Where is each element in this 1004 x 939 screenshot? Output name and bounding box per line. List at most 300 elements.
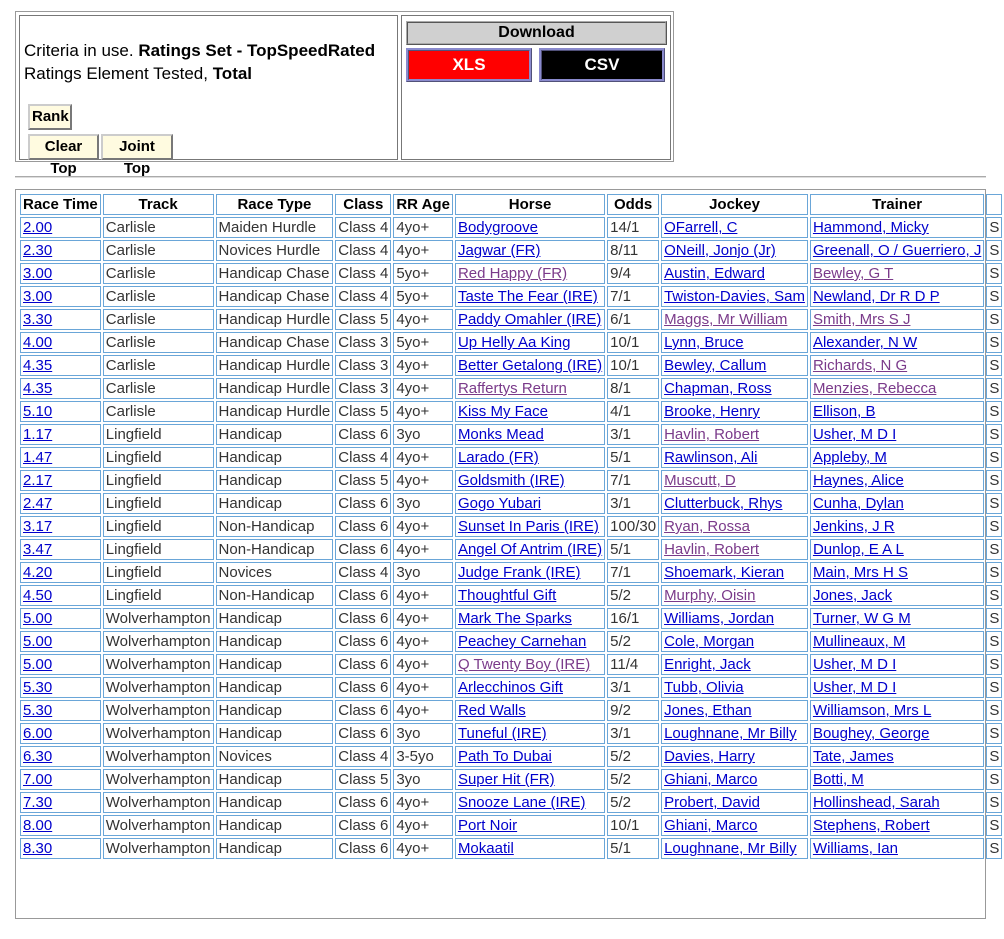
cell-trainer bbox=[810, 539, 984, 560]
table-row bbox=[20, 792, 1002, 813]
trainer-link[interactable]: Alexander, N W bbox=[812, 334, 918, 351]
cell-track: Wolverhampton bbox=[103, 746, 214, 767]
trainer-link[interactable]: Haynes, Alice bbox=[812, 472, 904, 489]
cell-trainer bbox=[810, 217, 984, 238]
race-time-link[interactable]: 2.17 bbox=[23, 472, 53, 489]
cell-track: Wolverhampton bbox=[103, 700, 214, 721]
horse-link[interactable]: Bodygroove bbox=[457, 219, 538, 236]
cell-extra: S bbox=[986, 516, 1002, 537]
race-time-link[interactable]: 4.35 bbox=[23, 357, 53, 374]
table-row bbox=[20, 677, 1002, 698]
cell-track: Carlisle bbox=[103, 355, 214, 376]
cell-trainer bbox=[810, 355, 984, 376]
table-row bbox=[20, 723, 1002, 744]
horse-link[interactable]: Judge Frank (IRE) bbox=[457, 564, 581, 581]
cell-horse bbox=[455, 240, 605, 261]
cell-race-type: Novices bbox=[216, 746, 334, 767]
table-row bbox=[20, 815, 1002, 836]
trainer-link[interactable]: Usher, M D I bbox=[812, 679, 897, 696]
race-time-link[interactable]: 1.47 bbox=[23, 449, 53, 466]
cell-jockey bbox=[661, 378, 808, 399]
jockey-link[interactable]: Clutterbuck, Rhys bbox=[664, 495, 783, 512]
cell-jockey bbox=[661, 838, 808, 859]
trainer-link[interactable]: Turner, W G M bbox=[812, 610, 911, 627]
cell-track: Lingfield bbox=[103, 493, 214, 514]
cell-track: Lingfield bbox=[103, 585, 214, 606]
jockey-link[interactable]: Havlin, Robert bbox=[664, 541, 760, 558]
cell-extra: S bbox=[986, 217, 1002, 238]
cell-track: Wolverhampton bbox=[103, 792, 214, 813]
race-time-link[interactable]: 4.00 bbox=[23, 334, 53, 351]
csv-download-button[interactable]: CSV bbox=[539, 48, 665, 82]
cell-track: Wolverhampton bbox=[103, 815, 214, 836]
trainer-link[interactable]: Hammond, Micky bbox=[812, 219, 929, 236]
jockey-link[interactable]: Jones, Ethan bbox=[664, 702, 752, 719]
cell-jockey bbox=[661, 700, 808, 721]
race-time-link[interactable]: 5.00 bbox=[23, 633, 53, 650]
trainer-link[interactable]: Appleby, M bbox=[812, 449, 887, 466]
cell-jockey bbox=[661, 516, 808, 537]
trainer-link[interactable]: Bewley, G T bbox=[812, 265, 894, 282]
horse-link[interactable]: Taste The Fear (IRE) bbox=[457, 288, 598, 305]
cell-horse bbox=[455, 608, 605, 629]
cell-odds: 5/2 bbox=[607, 631, 659, 652]
horse-link[interactable]: Tuneful (IRE) bbox=[457, 725, 547, 742]
horse-link[interactable]: Peachey Carnehan bbox=[457, 633, 587, 650]
jockey-link[interactable]: Murphy, Oisin bbox=[664, 587, 756, 604]
cell-odds: 9/4 bbox=[607, 263, 659, 284]
cell-horse bbox=[455, 769, 605, 790]
race-time-link[interactable]: 2.30 bbox=[23, 242, 53, 259]
clear-top-button[interactable]: Clear Top bbox=[28, 134, 99, 160]
cell-race-time bbox=[20, 792, 101, 813]
cell-jockey bbox=[661, 585, 808, 606]
horse-link[interactable]: Goldsmith (IRE) bbox=[457, 472, 565, 489]
race-time-link[interactable]: 2.47 bbox=[23, 495, 53, 512]
cell-jockey bbox=[661, 677, 808, 698]
jockey-link[interactable]: Muscutt, D bbox=[664, 472, 736, 489]
cell-horse bbox=[455, 493, 605, 514]
horse-link[interactable]: Jagwar (FR) bbox=[457, 242, 541, 259]
trainer-link[interactable]: Main, Mrs H S bbox=[812, 564, 908, 581]
horse-link[interactable]: Paddy Omahler (IRE) bbox=[457, 311, 602, 328]
column-header-rr-age: RR Age bbox=[393, 194, 453, 215]
table-row bbox=[20, 355, 1002, 376]
cell-track: Wolverhampton bbox=[103, 654, 214, 675]
cell-odds: 9/2 bbox=[607, 700, 659, 721]
cell-trainer bbox=[810, 424, 984, 445]
cell-extra: S bbox=[986, 677, 1002, 698]
trainer-link[interactable]: Greenall, O / Guerriero, J bbox=[812, 242, 982, 259]
joint-top-button[interactable]: Joint Top bbox=[101, 134, 173, 160]
race-time-link[interactable]: 7.30 bbox=[23, 794, 53, 811]
horse-link[interactable]: Arlecchinos Gift bbox=[457, 679, 563, 696]
cell-race-time bbox=[20, 286, 101, 307]
trainer-link[interactable]: Newland, Dr R D P bbox=[812, 288, 940, 305]
cell-rr-age: 5yo+ bbox=[393, 286, 453, 307]
cell-odds: 10/1 bbox=[607, 815, 659, 836]
jockey-link[interactable]: Maggs, Mr William bbox=[664, 311, 788, 328]
table-row bbox=[20, 217, 1002, 238]
cell-class: Class 6 bbox=[335, 493, 391, 514]
cell-race-type: Non-Handicap bbox=[216, 539, 334, 560]
cell-extra: S bbox=[986, 608, 1002, 629]
cell-track: Carlisle bbox=[103, 309, 214, 330]
race-time-link[interactable]: 8.30 bbox=[23, 840, 53, 857]
cell-trainer bbox=[810, 240, 984, 261]
horse-link[interactable]: Path To Dubai bbox=[457, 748, 552, 765]
cell-extra: S bbox=[986, 792, 1002, 813]
trainer-link[interactable]: Ellison, B bbox=[812, 403, 876, 420]
horse-link[interactable]: Red Walls bbox=[457, 702, 526, 719]
cell-horse bbox=[455, 516, 605, 537]
horse-link[interactable]: Up Helly Aa King bbox=[457, 334, 571, 351]
cell-rr-age: 4yo+ bbox=[393, 539, 453, 560]
cell-odds: 7/1 bbox=[607, 286, 659, 307]
cell-track: Lingfield bbox=[103, 516, 214, 537]
cell-horse bbox=[455, 332, 605, 353]
results-table bbox=[18, 192, 1004, 861]
cell-extra: S bbox=[986, 838, 1002, 859]
jockey-link[interactable]: Loughnane, Mr Billy bbox=[664, 725, 797, 742]
cell-trainer bbox=[810, 309, 984, 330]
column-header-class: Class bbox=[335, 194, 391, 215]
cell-odds: 10/1 bbox=[607, 355, 659, 376]
cell-extra: S bbox=[986, 585, 1002, 606]
criteria-text bbox=[24, 39, 375, 85]
cell-trainer bbox=[810, 562, 984, 583]
horse-link[interactable]: Larado (FR) bbox=[457, 449, 539, 466]
trainer-link[interactable]: Williamson, Mrs L bbox=[812, 702, 932, 719]
cell-extra: S bbox=[986, 401, 1002, 422]
trainer-link[interactable]: Tate, James bbox=[812, 748, 894, 765]
cell-horse bbox=[455, 424, 605, 445]
race-time-link[interactable]: 5.30 bbox=[23, 679, 53, 696]
cell-rr-age: 3yo bbox=[393, 562, 453, 583]
column-header-horse: Horse bbox=[455, 194, 605, 215]
jockey-link[interactable]: Austin, Edward bbox=[664, 265, 765, 282]
trainer-link[interactable]: Dunlop, E A L bbox=[812, 541, 904, 558]
cell-odds: 7/1 bbox=[607, 562, 659, 583]
cell-track: Wolverhampton bbox=[103, 631, 214, 652]
cell-class: Class 5 bbox=[335, 769, 391, 790]
cell-track: Lingfield bbox=[103, 539, 214, 560]
horse-link[interactable]: Super Hit (FR) bbox=[457, 771, 555, 788]
cell-extra: S bbox=[986, 631, 1002, 652]
trainer-link[interactable]: Jenkins, J R bbox=[812, 518, 895, 535]
cell-odds: 5/1 bbox=[607, 447, 659, 468]
cell-race-type: Handicap bbox=[216, 815, 334, 836]
cell-class: Class 3 bbox=[335, 378, 391, 399]
trainer-link[interactable]: Richards, N G bbox=[812, 357, 908, 374]
race-time-link[interactable]: 3.00 bbox=[23, 288, 53, 305]
race-time-link[interactable]: 5.10 bbox=[23, 403, 53, 420]
cell-race-time bbox=[20, 263, 101, 284]
cell-rr-age: 4yo+ bbox=[393, 309, 453, 330]
horse-link[interactable]: Port Noir bbox=[457, 817, 518, 834]
race-time-link[interactable]: 5.00 bbox=[23, 610, 53, 627]
jockey-link[interactable]: Chapman, Ross bbox=[664, 380, 772, 397]
jockey-link[interactable]: Williams, Jordan bbox=[664, 610, 775, 627]
cell-trainer bbox=[810, 838, 984, 859]
jockey-link[interactable]: Cole, Morgan bbox=[664, 633, 755, 650]
cell-rr-age: 4yo+ bbox=[393, 470, 453, 491]
table-header-row bbox=[20, 194, 1002, 215]
cell-race-time bbox=[20, 470, 101, 491]
cell-horse bbox=[455, 631, 605, 652]
cell-jockey bbox=[661, 539, 808, 560]
cell-race-type: Handicap bbox=[216, 608, 334, 629]
cell-race-type: Handicap bbox=[216, 769, 334, 790]
cell-trainer bbox=[810, 493, 984, 514]
column-header-track: Track bbox=[103, 194, 214, 215]
cell-class: Class 6 bbox=[335, 815, 391, 836]
rank-button[interactable]: Rank bbox=[28, 104, 72, 130]
cell-race-time bbox=[20, 424, 101, 445]
jockey-link[interactable]: Tubb, Olivia bbox=[664, 679, 744, 696]
cell-race-type: Non-Handicap bbox=[216, 585, 334, 606]
jockey-link[interactable]: Rawlinson, Ali bbox=[664, 449, 758, 466]
cell-race-time bbox=[20, 332, 101, 353]
horse-link[interactable]: Monks Mead bbox=[457, 426, 544, 443]
cell-trainer bbox=[810, 677, 984, 698]
cell-race-time bbox=[20, 608, 101, 629]
race-time-link[interactable]: 4.35 bbox=[23, 380, 53, 397]
horse-link[interactable]: Red Happy (FR) bbox=[457, 265, 568, 282]
cell-extra: S bbox=[986, 562, 1002, 583]
cell-race-time bbox=[20, 562, 101, 583]
results-panel bbox=[15, 189, 1000, 919]
jockey-link[interactable]: Brooke, Henry bbox=[664, 403, 760, 420]
cell-jockey bbox=[661, 309, 808, 330]
cell-race-type: Handicap bbox=[216, 654, 334, 675]
cell-rr-age: 3-5yo bbox=[393, 746, 453, 767]
cell-odds: 11/4 bbox=[607, 654, 659, 675]
trainer-link[interactable]: Jones, Jack bbox=[812, 587, 893, 604]
cell-race-type: Handicap Hurdle bbox=[216, 355, 334, 376]
cell-class: Class 6 bbox=[335, 792, 391, 813]
jockey-link[interactable]: Davies, Harry bbox=[664, 748, 755, 765]
cell-trainer bbox=[810, 631, 984, 652]
jockey-link[interactable]: Loughnane, Mr Billy bbox=[664, 840, 797, 857]
jockey-link[interactable]: Shoemark, Kieran bbox=[664, 564, 785, 581]
cell-race-time bbox=[20, 539, 101, 560]
cell-odds: 16/1 bbox=[607, 608, 659, 629]
trainer-link[interactable]: Usher, M D I bbox=[812, 656, 897, 673]
race-time-link[interactable]: 4.50 bbox=[23, 587, 53, 604]
jockey-link[interactable]: Enright, Jack bbox=[664, 656, 751, 673]
horse-link[interactable]: Raffertys Return bbox=[457, 380, 567, 397]
cell-rr-age: 4yo+ bbox=[393, 792, 453, 813]
cell-odds: 3/1 bbox=[607, 424, 659, 445]
cell-trainer bbox=[810, 585, 984, 606]
cell-race-time bbox=[20, 447, 101, 468]
cell-track: Wolverhampton bbox=[103, 723, 214, 744]
race-time-link[interactable]: 1.17 bbox=[23, 426, 53, 443]
horse-link[interactable]: Sunset In Paris (IRE) bbox=[457, 518, 599, 535]
trainer-link[interactable]: Cunha, Dylan bbox=[812, 495, 904, 512]
jockey-link[interactable]: ONeill, Jonjo (Jr) bbox=[664, 242, 776, 259]
cell-extra: S bbox=[986, 700, 1002, 721]
cell-trainer bbox=[810, 654, 984, 675]
cell-race-type: Handicap bbox=[216, 631, 334, 652]
cell-horse bbox=[455, 700, 605, 721]
race-time-link[interactable]: 6.00 bbox=[23, 725, 53, 742]
race-time-link[interactable]: 5.30 bbox=[23, 702, 53, 719]
cell-race-time bbox=[20, 378, 101, 399]
cell-jockey bbox=[661, 447, 808, 468]
cell-race-time bbox=[20, 815, 101, 836]
cell-extra: S bbox=[986, 746, 1002, 767]
race-time-link[interactable]: 3.17 bbox=[23, 518, 53, 535]
cell-horse bbox=[455, 355, 605, 376]
trainer-link[interactable]: Stephens, Robert bbox=[812, 817, 930, 834]
cell-race-type: Handicap bbox=[216, 677, 334, 698]
trainer-link[interactable]: Botti, M bbox=[812, 771, 864, 788]
cell-trainer bbox=[810, 286, 984, 307]
horse-link[interactable]: Angel Of Antrim (IRE) bbox=[457, 541, 603, 558]
trainer-link[interactable]: Boughey, George bbox=[812, 725, 930, 742]
cell-horse bbox=[455, 562, 605, 583]
cell-jockey bbox=[661, 815, 808, 836]
race-time-link[interactable]: 3.47 bbox=[23, 541, 53, 558]
jockey-link[interactable]: Twiston-Davies, Sam bbox=[664, 288, 805, 305]
cell-rr-age: 4yo+ bbox=[393, 608, 453, 629]
cell-race-time bbox=[20, 309, 101, 330]
cell-race-time bbox=[20, 493, 101, 514]
race-time-link[interactable]: 8.00 bbox=[23, 817, 53, 834]
trainer-link[interactable]: Mullineaux, M bbox=[812, 633, 906, 650]
cell-rr-age: 3yo bbox=[393, 723, 453, 744]
cell-race-type: Handicap Hurdle bbox=[216, 309, 334, 330]
jockey-link[interactable]: OFarrell, C bbox=[664, 219, 738, 236]
table-row bbox=[20, 378, 1002, 399]
cell-rr-age: 3yo bbox=[393, 493, 453, 514]
cell-rr-age: 4yo+ bbox=[393, 516, 453, 537]
horse-link[interactable]: Better Getalong (IRE) bbox=[457, 357, 603, 374]
jockey-link[interactable]: Ghiani, Marco bbox=[664, 771, 758, 788]
cell-rr-age: 3yo bbox=[393, 424, 453, 445]
ratings-set: Ratings Set - TopSpeedRated bbox=[138, 41, 376, 60]
cell-extra: S bbox=[986, 723, 1002, 744]
cell-race-time bbox=[20, 769, 101, 790]
cell-rr-age: 4yo+ bbox=[393, 378, 453, 399]
cell-race-type: Novices bbox=[216, 562, 334, 583]
cell-rr-age: 5yo+ bbox=[393, 263, 453, 284]
cell-odds: 5/1 bbox=[607, 539, 659, 560]
cell-class: Class 4 bbox=[335, 217, 391, 238]
cell-odds: 3/1 bbox=[607, 677, 659, 698]
cell-class: Class 6 bbox=[335, 516, 391, 537]
trainer-link[interactable]: Smith, Mrs S J bbox=[812, 311, 911, 328]
trainer-link[interactable]: Williams, Ian bbox=[812, 840, 898, 857]
download-box bbox=[401, 15, 671, 160]
cell-track: Carlisle bbox=[103, 217, 214, 238]
jockey-link[interactable]: Ryan, Rossa bbox=[664, 518, 750, 535]
cell-jockey bbox=[661, 470, 808, 491]
horse-link[interactable]: Gogo Yubari bbox=[457, 495, 542, 512]
jockey-link[interactable]: Lynn, Bruce bbox=[664, 334, 744, 351]
cell-trainer bbox=[810, 815, 984, 836]
jockey-link[interactable]: Probert, David bbox=[664, 794, 760, 811]
cell-race-time bbox=[20, 401, 101, 422]
horse-link[interactable]: Mark The Sparks bbox=[457, 610, 572, 627]
jockey-link[interactable]: Ghiani, Marco bbox=[664, 817, 758, 834]
horse-link[interactable]: Mokaatil bbox=[457, 840, 514, 857]
cell-horse bbox=[455, 401, 605, 422]
cell-race-type: Handicap bbox=[216, 792, 334, 813]
race-time-link[interactable]: 4.20 bbox=[23, 564, 53, 581]
race-time-link[interactable]: 2.00 bbox=[23, 219, 53, 236]
cell-jockey bbox=[661, 769, 808, 790]
cell-race-type: Handicap bbox=[216, 447, 334, 468]
cell-race-time bbox=[20, 700, 101, 721]
horse-link[interactable]: Snooze Lane (IRE) bbox=[457, 794, 586, 811]
jockey-link[interactable]: Havlin, Robert bbox=[664, 426, 760, 443]
cell-extra: S bbox=[986, 815, 1002, 836]
race-time-link[interactable]: 5.00 bbox=[23, 656, 53, 673]
cell-class: Class 3 bbox=[335, 332, 391, 353]
cell-jockey bbox=[661, 217, 808, 238]
cell-trainer bbox=[810, 470, 984, 491]
cell-jockey bbox=[661, 286, 808, 307]
jockey-link[interactable]: Bewley, Callum bbox=[664, 357, 767, 374]
cell-track: Wolverhampton bbox=[103, 838, 214, 859]
cell-rr-age: 4yo+ bbox=[393, 217, 453, 238]
race-time-link[interactable]: 7.00 bbox=[23, 771, 53, 788]
cell-rr-age: 4yo+ bbox=[393, 447, 453, 468]
column-header-odds: Odds bbox=[607, 194, 659, 215]
cell-race-type: Handicap Chase bbox=[216, 263, 334, 284]
cell-class: Class 6 bbox=[335, 654, 391, 675]
cell-track: Carlisle bbox=[103, 263, 214, 284]
horse-link[interactable]: Kiss My Face bbox=[457, 403, 548, 420]
cell-race-time bbox=[20, 654, 101, 675]
cell-rr-age: 5yo+ bbox=[393, 332, 453, 353]
trainer-link[interactable]: Menzies, Rebecca bbox=[812, 380, 937, 397]
column-header-extra bbox=[986, 194, 1002, 215]
cell-rr-age: 4yo+ bbox=[393, 401, 453, 422]
trainer-link[interactable]: Hollinshead, Sarah bbox=[812, 794, 940, 811]
cell-horse bbox=[455, 286, 605, 307]
cell-odds: 4/1 bbox=[607, 401, 659, 422]
table-row bbox=[20, 769, 1002, 790]
cell-track: Wolverhampton bbox=[103, 677, 214, 698]
cell-race-time bbox=[20, 516, 101, 537]
table-row bbox=[20, 424, 1002, 445]
cell-track: Lingfield bbox=[103, 562, 214, 583]
cell-rr-age: 4yo+ bbox=[393, 240, 453, 261]
table-row bbox=[20, 401, 1002, 422]
cell-class: Class 4 bbox=[335, 562, 391, 583]
cell-race-time bbox=[20, 217, 101, 238]
cell-class: Class 6 bbox=[335, 539, 391, 560]
horse-link[interactable]: Thoughtful Gift bbox=[457, 587, 557, 604]
horse-link[interactable]: Q Twenty Boy (IRE) bbox=[457, 656, 591, 673]
cell-class: Class 6 bbox=[335, 677, 391, 698]
cell-odds: 10/1 bbox=[607, 332, 659, 353]
race-time-link[interactable]: 3.30 bbox=[23, 311, 53, 328]
race-time-link[interactable]: 6.30 bbox=[23, 748, 53, 765]
table-body bbox=[20, 217, 1002, 859]
cell-jockey bbox=[661, 608, 808, 629]
xls-download-button[interactable]: XLS bbox=[406, 48, 532, 82]
cell-extra: S bbox=[986, 424, 1002, 445]
cell-race-type: Handicap Chase bbox=[216, 286, 334, 307]
trainer-link[interactable]: Usher, M D I bbox=[812, 426, 897, 443]
race-time-link[interactable]: 3.00 bbox=[23, 265, 53, 282]
cell-odds: 5/1 bbox=[607, 838, 659, 859]
